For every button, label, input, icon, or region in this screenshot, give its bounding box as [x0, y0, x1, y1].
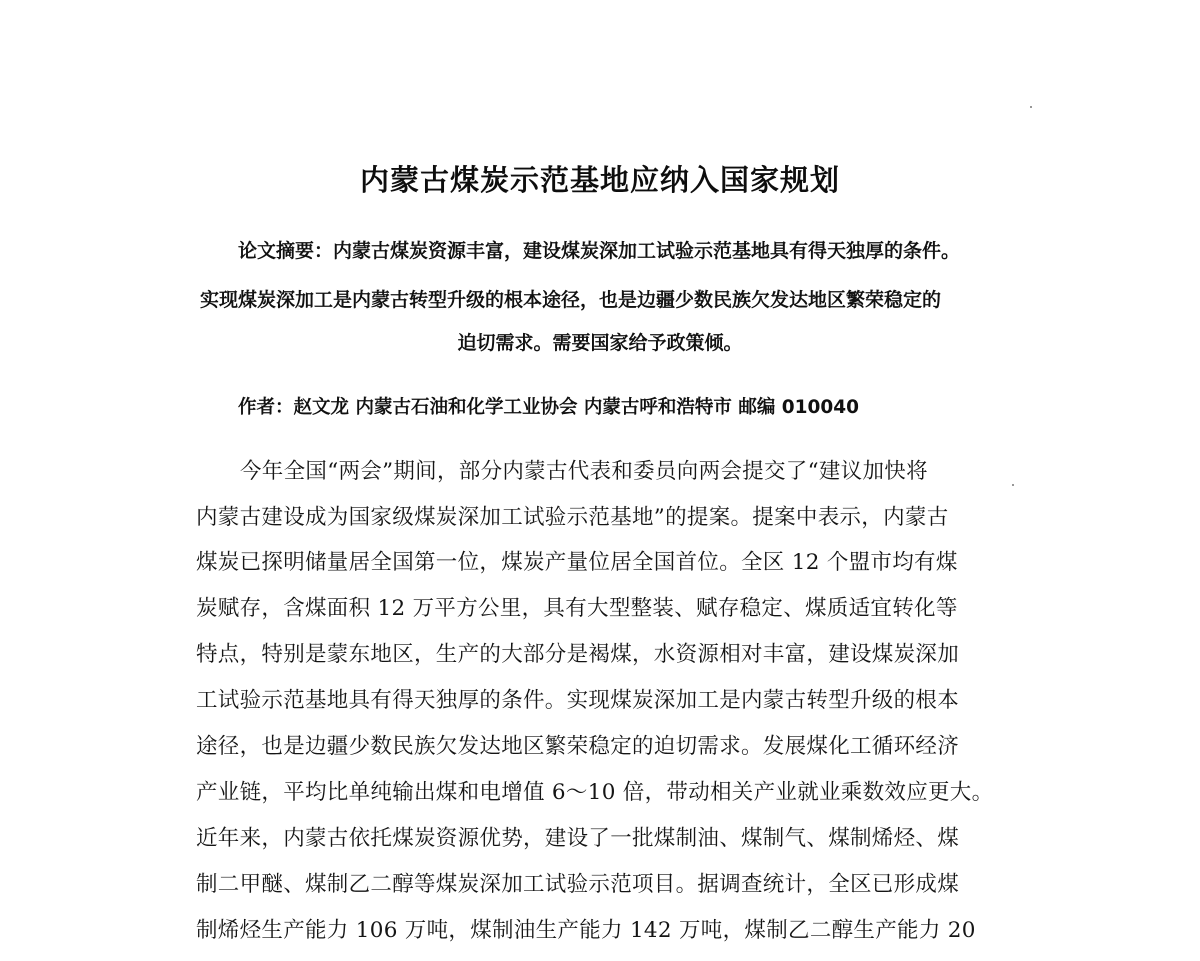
- body-line-5: 特点，特别是蒙东地区，生产的大部分是褐煤，水资源相对丰富，建设煤炭深加: [196, 642, 960, 667]
- body-line-6: 工试验示范基地具有得天独厚的条件。实现煤炭深加工是内蒙古转型升级的根本: [196, 688, 960, 713]
- body-line-11: 制烯烃生产能力 106 万吨，煤制油生产能力 142 万吨，煤制乙二醇生产能力 20: [196, 918, 976, 943]
- abstract-line-1: 论文摘要：内蒙古煤炭资源丰富，建设煤炭深加工试验示范基地具有得天独厚的条件。: [238, 240, 961, 262]
- body-line-2: 内蒙古建设成为国家级煤炭深加工试验示范基地”的提案。提案中表示，内蒙古: [196, 505, 949, 530]
- document-title: 内蒙古煤炭示范基地应纳入国家规划: [359, 163, 840, 197]
- scan-speck: [1012, 484, 1014, 486]
- abstract-line-3: 迫切需求。需要国家给予政策倾。: [457, 332, 743, 354]
- body-line-1: 今年全国“两会”期间，部分内蒙古代表和委员向两会提交了“建议加快将: [240, 459, 928, 484]
- author-line: 作者：赵文龙 内蒙古石油和化学工业协会 内蒙古呼和浩特市 邮编 010040: [238, 397, 859, 418]
- body-line-10: 制二甲醚、煤制乙二醇等煤炭深加工试验示范项目。据调查统计，全区已形成煤: [196, 872, 960, 897]
- abstract-line-2: 实现煤炭深加工是内蒙古转型升级的根本途径，也是边疆少数民族欠发达地区繁荣稳定的: [200, 289, 942, 311]
- body-line-8: 产业链，平均比单纯输出煤和电增值 6～10 倍，带动相关产业就业乘数效应更大。: [196, 780, 994, 805]
- scan-speck: [1030, 106, 1032, 108]
- body-line-3: 煤炭已探明储量居全国第一位，煤炭产量位居全国首位。全区 12 个盟市均有煤: [196, 550, 958, 575]
- body-line-9: 近年来，内蒙古依托煤炭资源优势，建设了一批煤制油、煤制气、煤制烯烃、煤: [196, 826, 960, 851]
- body-line-7: 途径，也是边疆少数民族欠发达地区繁荣稳定的迫切需求。发展煤化工循环经济: [196, 734, 960, 759]
- body-line-4: 炭赋存，含煤面积 12 万平方公里，具有大型整装、赋存稳定、煤质适宜转化等: [196, 596, 958, 621]
